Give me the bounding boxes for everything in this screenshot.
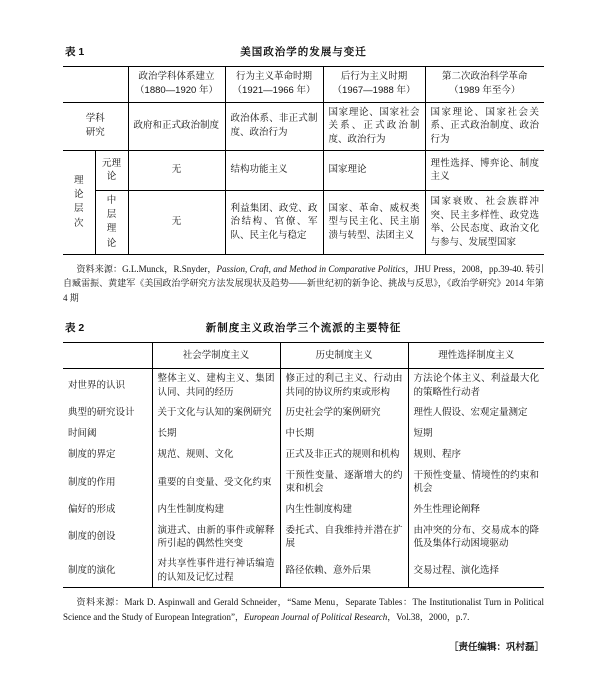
table2-caption-label: 表 2: [65, 321, 85, 334]
row-label: 制度的创设: [63, 520, 152, 554]
table-cell: 中长期: [280, 424, 408, 445]
table2-caption-title: 新制度主义政治学三个流派的主要特征: [205, 321, 402, 334]
table-cell: 路径依赖、意外后果: [280, 554, 408, 588]
source-text: ，Vol.38，2000，p.7.: [387, 611, 470, 622]
col-header-years: （1880—1920 年）: [135, 85, 218, 97]
table-cell: 外生性理论阐释: [408, 499, 544, 520]
row-label: 对世界的认识: [63, 368, 152, 402]
table1: [63, 66, 544, 255]
table1-header-row: [63, 67, 544, 103]
table-cell: 正式及非正式的规则和机构: [280, 445, 408, 466]
table-cell: 政治体系、非正式制度、政治行为: [225, 102, 323, 150]
table2-row-institution-evolution: [63, 554, 544, 588]
source-text: 资料来源：Mark D. Aspinwall and Gerald Schneider，“Same Menu，Separate Tables：The Institutionalist Turn in Political Science and the Study of European Integration”，: [63, 597, 544, 622]
table2-row-worldview: [63, 368, 544, 402]
table-cell: 国家衰败、社会族群冲突、民主多样性、政党选举、公民态度、政治文化与参与、发展型国家: [425, 190, 544, 254]
row-label: 时间阈: [63, 424, 152, 445]
row-group-label-theory-levels: 理论层次: [63, 150, 95, 254]
spacer: [63, 305, 544, 320]
table-cell: 对共享性事件进行神话编造的认知及记忆过程: [152, 554, 280, 588]
table2-row-institution-creation: [63, 520, 544, 554]
table-cell: 理性选择、博弈论、制度主义: [425, 150, 544, 190]
source-text: 资料来源：G.L.Munck，R.Snyder，: [76, 263, 217, 274]
table-cell: 规则、程序: [408, 445, 544, 466]
table-cell: 演进式、由新的事件或解释所引起的偶然性突变: [152, 520, 280, 554]
table-cell: 交易过程、演化选择: [408, 554, 544, 588]
table-cell: 规范、规则、文化: [152, 445, 280, 466]
table-cell: 由冲突的分布、交易成本的降低及集体行动困境驱动: [408, 520, 544, 554]
table1-header-col3: [323, 67, 425, 103]
table-cell: 委托式、自我维持并潜在扩展: [280, 520, 408, 554]
table2-header-col2: 历史制度主义: [280, 342, 408, 368]
table-cell: 短期: [408, 424, 544, 445]
table2-row-institution-definition: [63, 445, 544, 466]
table-cell: 国家理论、国家社会关系、正式政治制度、政治行为: [323, 102, 425, 150]
table-cell: 无: [128, 150, 225, 190]
table2-row-research-design: [63, 403, 544, 424]
source-journal-title: European Journal of Political Research: [243, 611, 388, 622]
col-header-title: 行为主义革命时期: [235, 71, 312, 82]
table-cell: 国家、革命、威权类型与民主化、民主崩溃与转型、法团主义: [323, 190, 425, 254]
table-cell: 长期: [152, 424, 280, 445]
col-header-years: （1989 年至今）: [449, 85, 521, 97]
row-label-meta-theory: 元理论: [95, 150, 128, 190]
table2-header-row: [63, 342, 544, 368]
table1-header-col4: [425, 67, 544, 103]
table-cell: 干预性变量、逐渐增大的约束和机会: [280, 466, 408, 500]
table2-header-col1: 社会学制度主义: [152, 342, 280, 368]
table2-row-preference-formation: [63, 499, 544, 520]
table-cell: 重要的自变量、受文化约束: [152, 466, 280, 500]
table-cell: 国家理论: [323, 150, 425, 190]
table2-row-institution-role: [63, 466, 544, 500]
table-cell: 利益集团、政党、政治结构、官僚、军队、民主化与稳定: [225, 190, 323, 254]
table2-row-time-horizon: [63, 424, 544, 445]
table-cell: 内生性制度构建: [280, 499, 408, 520]
table1-caption-title: 美国政治学的发展与变迁: [240, 46, 367, 58]
row-label: 制度的界定: [63, 445, 152, 466]
table2-header-col3: 理性选择制度主义: [408, 342, 544, 368]
row-label: 典型的研究设计: [63, 403, 152, 424]
table-cell: 无: [128, 190, 225, 254]
table-cell: 结构功能主义: [225, 150, 323, 190]
col-header-title: 政治学科体系建立: [138, 71, 215, 82]
table-cell: 修正过的利己主义、行动由共同的协议所约束或形构: [280, 368, 408, 402]
row-label-discipline: 学科研究: [63, 102, 128, 150]
table-cell: 国家理论、国家社会关系、正式政治制度、政治行为: [425, 102, 544, 150]
table-cell: 干预性变量、情境性的约束和机会: [408, 466, 544, 500]
table1-caption-label: 表 1: [65, 46, 85, 58]
table1-caption: [63, 44, 544, 59]
table-cell: 关于文化与认知的案例研究: [152, 403, 280, 424]
table-cell: 理性人假设、宏观定量测定: [408, 403, 544, 424]
table1-header-col2: [225, 67, 323, 103]
table1-row-meta-theory: [63, 150, 544, 190]
row-label: 制度的演化: [63, 554, 152, 588]
col-header-title: 后行为主义时期: [340, 71, 408, 82]
table1-row-discipline: [63, 102, 544, 150]
page-content: [63, 44, 544, 653]
table-cell: 内生性制度构建: [152, 499, 280, 520]
row-label: 制度的作用: [63, 466, 152, 500]
table1-row-mid-theory: [63, 190, 544, 254]
source-book-title: Passion, Craft, and Method in Comparative Politics: [216, 263, 406, 274]
col-header-years: （1967—1988 年）: [332, 85, 416, 97]
table-cell: 整体主义、建构主义、集团认同、共同的经历: [152, 368, 280, 402]
responsible-editor-note: ［责任编辑：巩村磊］: [448, 642, 544, 654]
table2-caption: [63, 320, 544, 335]
col-header-title: 第二次政治科学革命: [441, 71, 528, 82]
table1-source-note: [63, 262, 544, 305]
table2-source-note: [63, 595, 544, 624]
table2: [63, 342, 544, 588]
table-cell: 政府和正式政治制度: [128, 102, 225, 150]
col-header-years: （1921—1966 年）: [232, 85, 316, 97]
row-label-mid-theory: 中层理论: [95, 190, 128, 254]
table-cell: 方法论个体主义、利益最大化的策略性行动者: [408, 368, 544, 402]
table2-header-empty-cell: [63, 342, 152, 368]
table1-header-col1: [128, 67, 225, 103]
source-text: ，JHU Press，2008，pp.39-40. 转引自臧雷振、黄建军《美国政治学研究方法发展现状及趋势——新世纪初的新争论、挑战与反思》，《政治学研究》2014 年第 4 期: [63, 263, 544, 303]
row-label: 偏好的形成: [63, 499, 152, 520]
table1-header-empty-cell: [63, 67, 128, 103]
table-cell: 历史社会学的案例研究: [280, 403, 408, 424]
